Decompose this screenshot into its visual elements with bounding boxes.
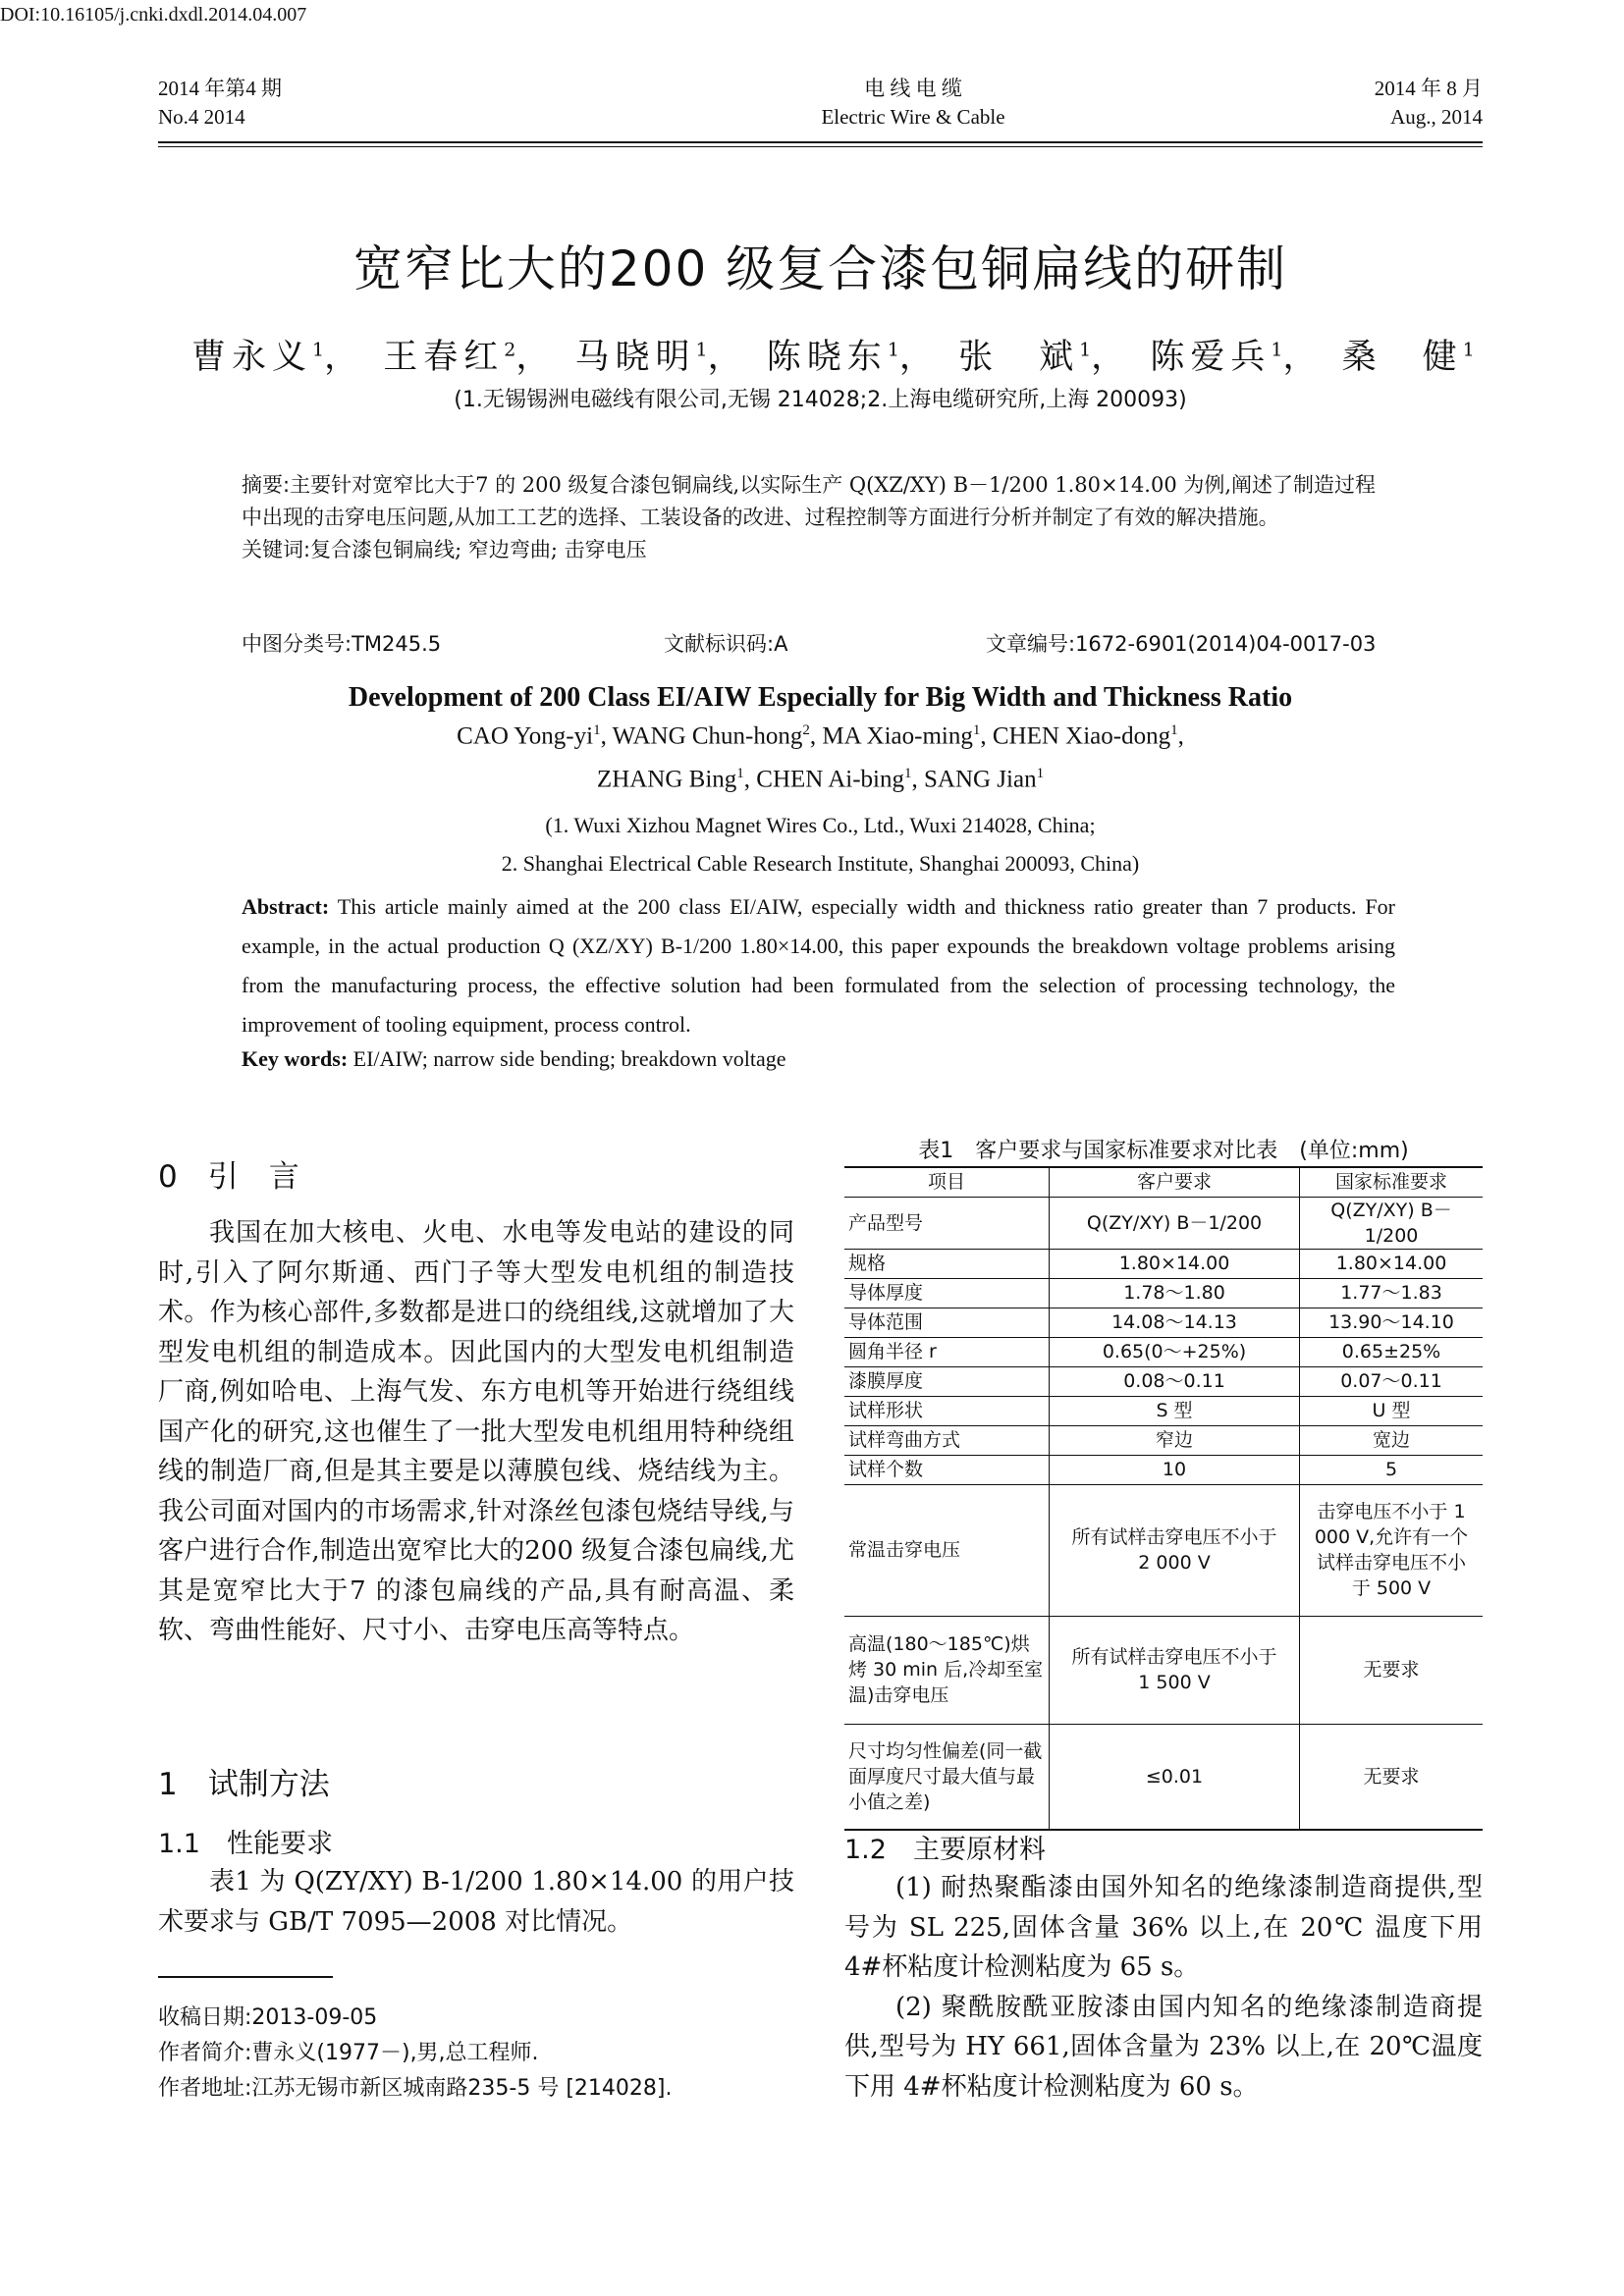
section-1-1-heading: 1.1 性能要求	[158, 1829, 333, 1859]
author-address: 作者地址:江苏无锡市新区城南路235-5 号 [214028].	[158, 2076, 673, 2101]
author: 张 斌$^1$，	[958, 338, 1132, 377]
keywords-en-label: Key words:	[242, 1046, 349, 1071]
footnote-rule	[158, 1976, 333, 1978]
paper-title: 宽窄比大的200 级复合漆包铜扁线的研制	[352, 240, 1288, 297]
header-rule	[158, 141, 1483, 143]
table-row: 高温(180～185℃)烘烤 30 min 后,冷却至室温)击穿电压 所有试样击穿电压不小于 1 500 V 无要求	[844, 1616, 1483, 1724]
english-affiliation-2: 2. Shanghai Electrical Cable Research Institute, Shanghai 200093, China)	[501, 851, 1140, 876]
table-row: 常温击穿电压 所有试样击穿电压不小于 2 000 V 击穿电压不小于 1 000 V,允许有一个试样击穿电压不小于 500 V	[844, 1484, 1483, 1616]
table-row: 漆膜厚度 0.08～0.11 0.07～0.11	[844, 1366, 1483, 1396]
material-item-2: (2) 聚酰胺酰亚胺漆由国内知名的绝缘漆制造商提供,型号为 HY 661,固体含量为 23% 以上,在 20℃温度下用 4#杯粘度计检测粘度为 60 s。	[844, 1992, 1483, 2102]
journal-name-en: Electric Wire & Cable	[821, 105, 1005, 129]
table-header-row	[844, 1167, 1483, 1197]
date-cn: 2014 年 8 月	[1374, 77, 1483, 100]
issue-en: No.4 2014	[158, 105, 245, 129]
keywords-en: Key words: EI/AIW; narrow side bending; breakdown voltage	[242, 1046, 786, 1071]
table-row: 导体厚度 1.78～1.80 1.77～1.83	[844, 1278, 1483, 1308]
table-1	[844, 1166, 1483, 1831]
english-affiliation-1: (1. Wuxi Xizhou Magnet Wires Co., Ltd., Wuxi 214028, China;	[545, 813, 1096, 837]
doi-line[interactable]: DOI:10.16105/j.cnki.dxdl.2014.04.007	[0, 4, 307, 26]
section-1-1-body: 表1 为 Q(ZY/XY) B-1/200 1.80×14.00 的用户技术要求与 GB/T 7095—2008 对比情况。	[158, 1867, 794, 1937]
author: 曹永义$^1$，	[191, 338, 365, 377]
clc-number: 中图分类号:TM245.5	[242, 632, 442, 656]
journal-date	[1276, 75, 1483, 132]
table-row: 圆角半径 r 0.65(0～+25%) 0.65±25%	[844, 1337, 1483, 1366]
abstract-cn	[242, 469, 1395, 566]
journal-issue	[158, 75, 282, 132]
table-row: 尺寸均匀性偏差(同一截面厚度尺寸最大值与最小值之差) ≤0.01 无要求	[844, 1724, 1483, 1830]
table-row: 产品型号 Q(ZY/XY) B－1/200 Q(ZY/XY) B－1/200	[844, 1197, 1483, 1249]
section-0-heading: 0 引 言	[158, 1159, 299, 1195]
author-bio: 作者简介:曹永义(1977－),男,总工程师.	[158, 2041, 539, 2065]
journal-name-cn: 电 线 电 缆	[864, 77, 962, 100]
english-authors-line2: ZHANG Bing$^1$, CHEN Ai-bing$^1$, SANG Jian$^1$	[596, 766, 1045, 793]
keywords-cn: 关键词:复合漆包铜扁线; 窄边弯曲; 击穿电压	[242, 538, 647, 561]
document-code: 文献标识码:A	[664, 632, 788, 656]
journal-name	[687, 75, 1139, 132]
table-row: 试样弯曲方式 窄边 宽边	[844, 1425, 1483, 1455]
abstract-en	[242, 887, 1395, 1044]
footnotes	[158, 2001, 794, 2107]
author: 陈晓东$^1$，	[766, 338, 940, 377]
table-row: 规格 1.80×14.00 1.80×14.00	[844, 1249, 1483, 1278]
table-row: 试样形状 S 型 U 型	[844, 1396, 1483, 1425]
author: 王春红$^2$，	[383, 338, 557, 377]
article-number: 文章编号:1672-6901(2014)04-0017-03	[986, 632, 1377, 656]
material-item-1: (1) 耐热聚酯漆由国外知名的绝缘漆制造商提供,型号为 SL 225,固体含量 36% 以上,在 20℃ 温度下用 4#杯粘度计检测粘度为 65 s。	[844, 1873, 1483, 1982]
section-0-body: 我国在加大核电、火电、水电等发电站的建设的同时,引入了阿尔斯通、西门子等大型发电机组的制造技术。作为核心部件,多数都是进口的绕组线,这就增加了大型发电机组的制造成本。因此国内的大型发电机组制造厂商,例如哈电、上海气发、东方电机等开始进行绕组线国产化的研究,这也催生了一批大型发电机组用特种绕组线的制造厂商,但是其主要是以薄膜包线、烧结线为主。我公司面对国内的市场需求,针对涤丝包漆包烧结导线,与客户进行合作,制造出宽窄比大的200 级复合漆包扁线,尤其是宽窄比大于7 的漆包扁线的产品,具有耐高温、柔软、弯曲性能好、尺寸小、击穿电压高等特点。	[158, 1218, 794, 1645]
keywords-cn-label: 关键词:	[242, 538, 311, 561]
table-1-caption: 表1 客户要求与国家标准要求对比表 (单位:mm)	[918, 1139, 1409, 1163]
abstract-en-label: Abstract:	[242, 894, 330, 919]
abstract-en-body: This article mainly aimed at the 200 class EI/AIW, especially width and thickness ratio greater than 7 products. For example, in the actual production Q (XZ/XY) B-1/200 1.80×14.00, this paper expounds the breakdown voltage problems arising from the manufacturing process, the effective solution had been formulated from the selection of processing technology, the improvement of tooling equipment, process control.	[242, 894, 1395, 1037]
author: 陈爱兵$^1$，	[1150, 338, 1324, 377]
abstract-cn-label: 摘要:	[242, 473, 291, 497]
english-authors-line1: CAO Yong-$yi^1$, WANG Chun-hong$^2$, MA Xiao-ming$^1$, CHEN Xiao-dong$^1$,	[457, 722, 1184, 750]
header-rule-thin	[158, 146, 1483, 147]
section-1-heading: 1 试制方法	[158, 1767, 330, 1802]
table-header-cell: 项目	[844, 1167, 1050, 1197]
section-1-2-heading: 1.2 主要原材料	[844, 1835, 1046, 1865]
english-title: Development of 200 Class EI/AIW Especially for Big Width and Thickness Ratio	[348, 682, 1293, 713]
date-en: Aug., 2014	[1390, 105, 1483, 129]
table-row: 试样个数 10 5	[844, 1455, 1483, 1484]
author-list	[191, 330, 1475, 379]
author: 马晓明$^1$，	[574, 338, 748, 377]
author: 桑 健$^1$	[1341, 338, 1475, 377]
abstract-cn-body: 摘要:主要针对宽窄比大于7 的 200 级复合漆包铜扁线,以实际生产 Q(XZ/XY) B－1/200 1.80×14.00 为例,阐述了制造过程中出现的击穿电压问题,从加工工艺的选择、工装设备的改进、过程控制等方面进行分析并制定了有效的解决措施。	[242, 473, 1377, 529]
issue-cn: 2014 年第4 期	[158, 77, 282, 100]
affiliation: (1.无锡锡洲电磁线有限公司,无锡 214028;2.上海电缆研究所,上海 200093)	[454, 388, 1187, 412]
received-date: 收稿日期:2013-09-05	[158, 2005, 378, 2030]
table-row: 导体范围 14.08～14.13 13.90～14.10	[844, 1308, 1483, 1337]
table-header-cell: 国家标准要求	[1300, 1167, 1484, 1197]
section-1-2-body	[844, 1868, 1483, 2107]
table-header-cell: 客户要求	[1050, 1167, 1300, 1197]
